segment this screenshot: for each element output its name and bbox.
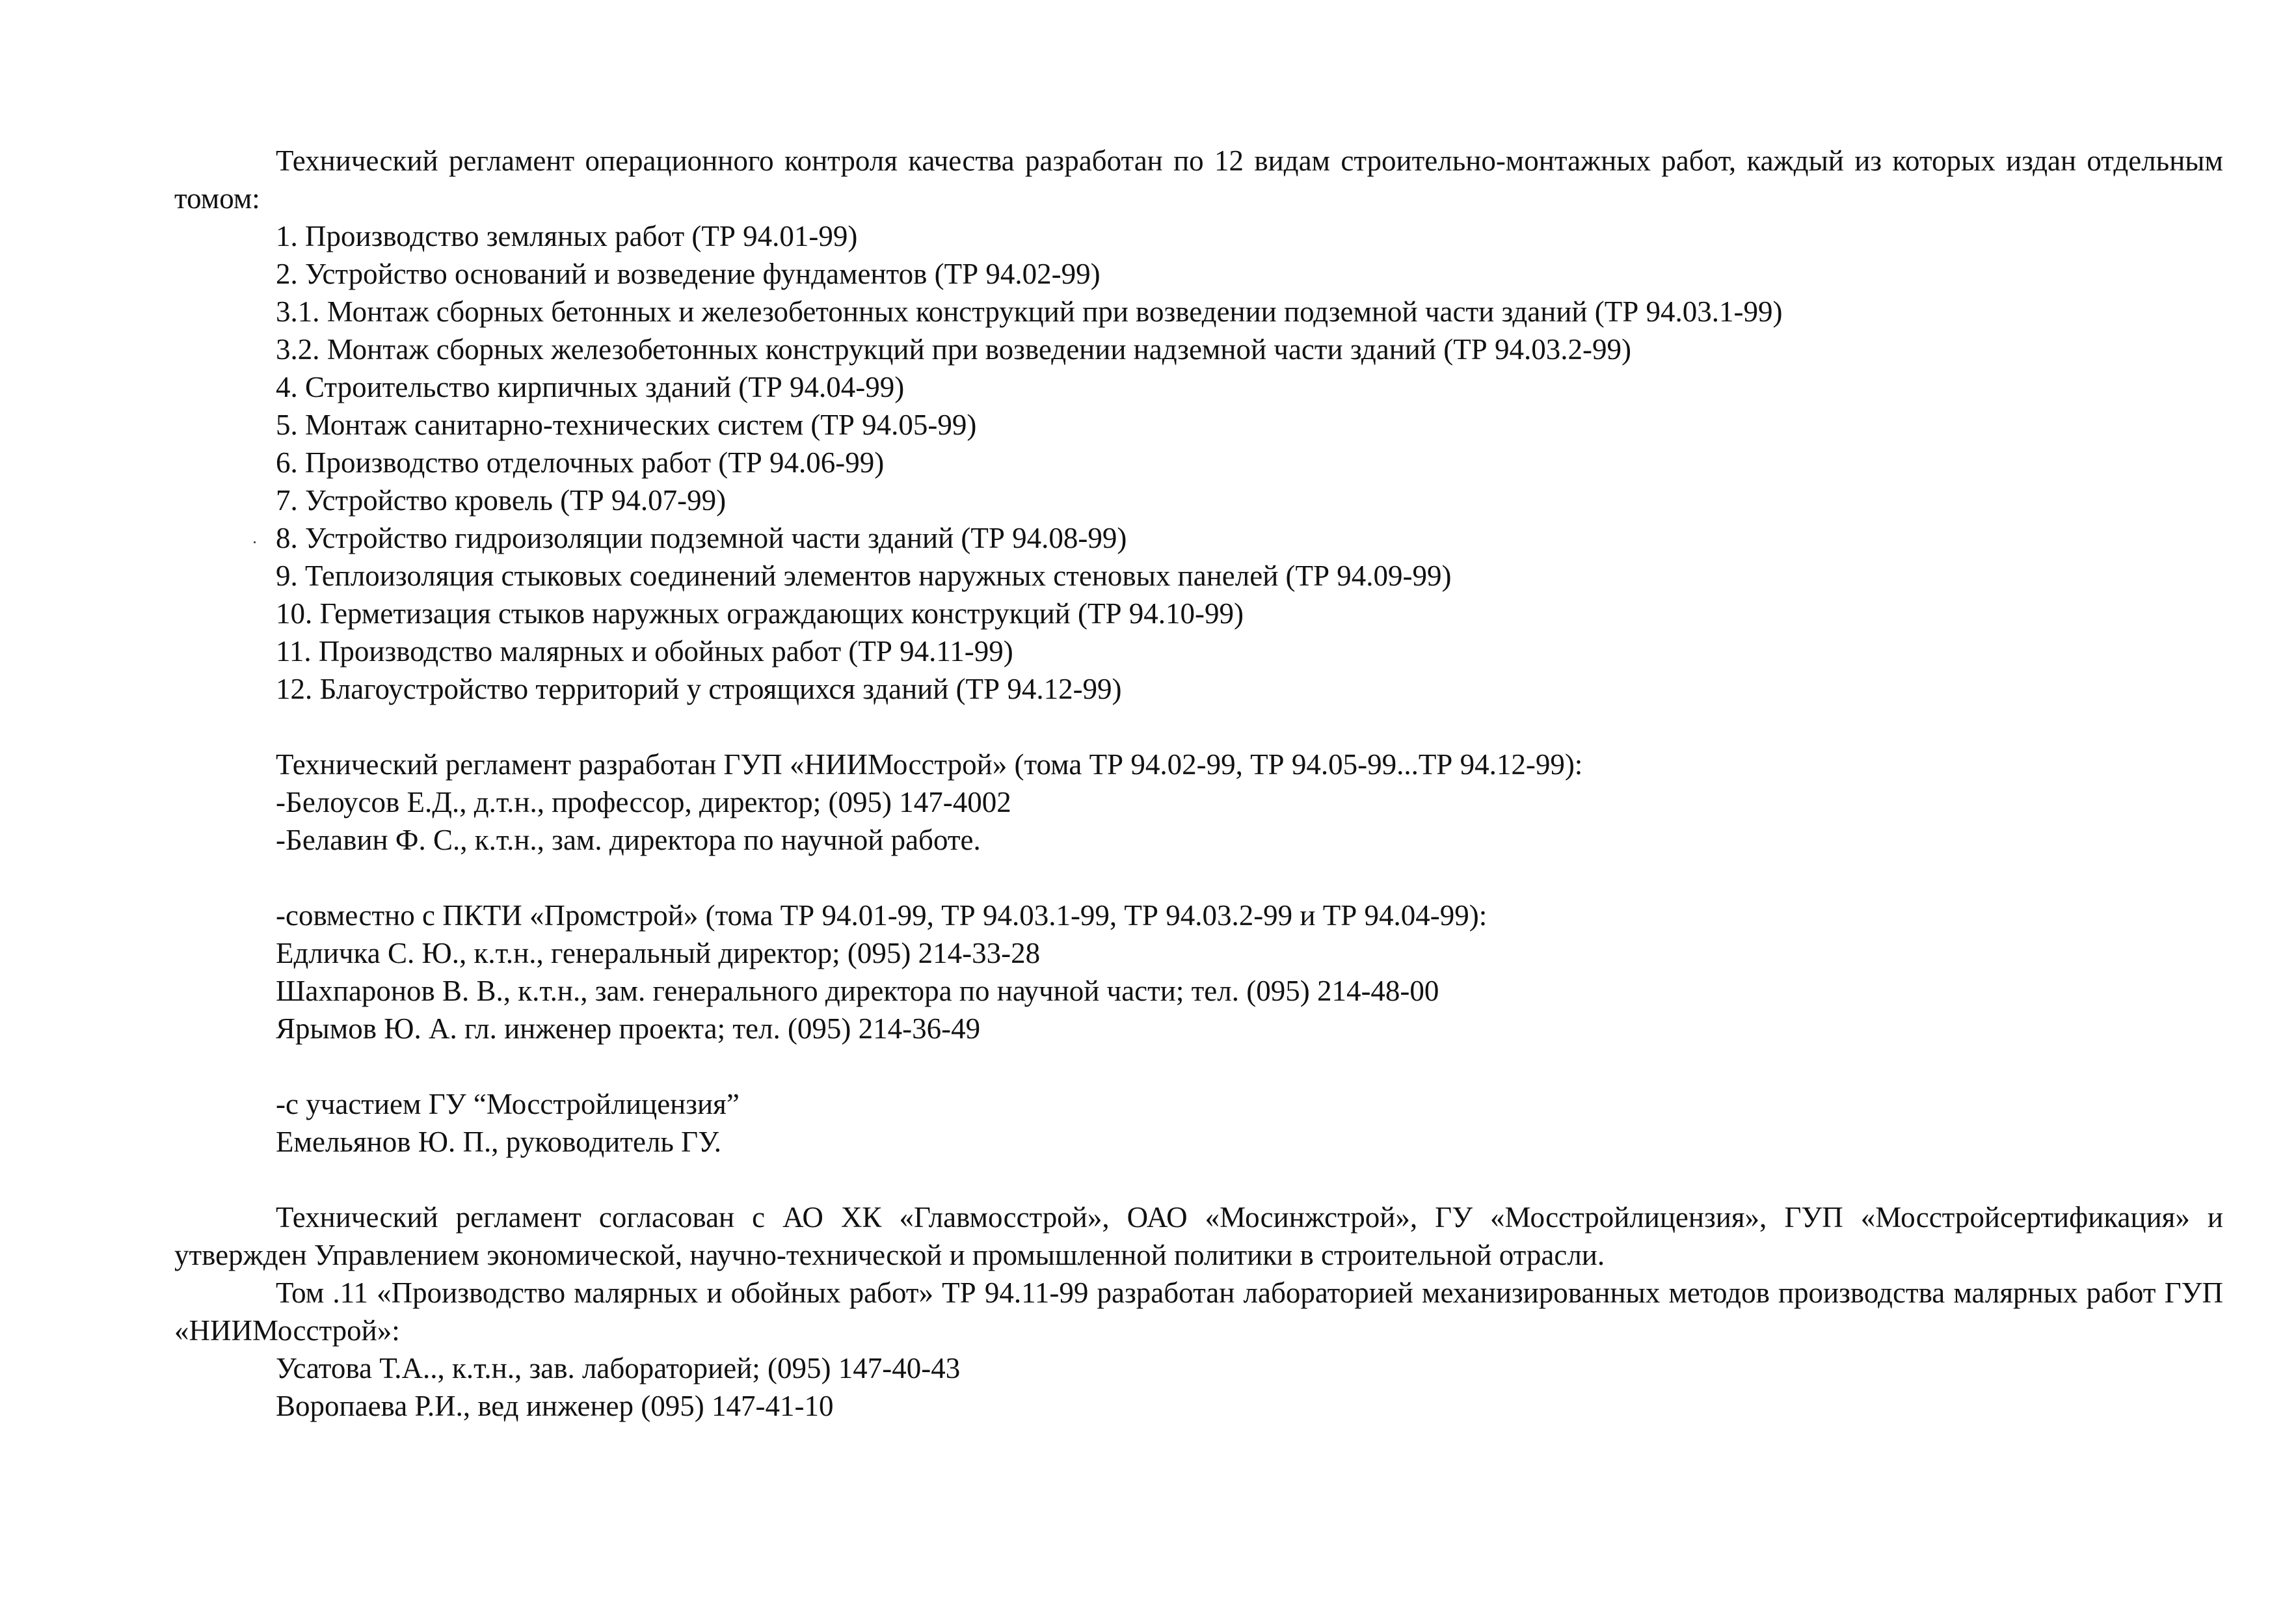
list-item: 7. Устройство кровель (ТР 94.07-99) [276,484,727,517]
list-item: 4. Строительство кирпичных зданий (ТР 94.04-99) [276,371,905,403]
spacer [174,1161,2223,1198]
author-line: Воропаева Р.И., вед инженер (095) 147-41-10 [276,1390,834,1422]
participant-line: Емельянов Ю. П., руководитель ГУ. [276,1126,721,1158]
approval-paragraph: Технический регламент согласован с АО ХК «Главмосстрой», ОАО «Мосинжстрой», ГУ «Мосстройлицензия», ГУП «Мосстройсертификация» и утвержден Управлением экономической, научно-технической и промышленной политики в строительной отрасли. [174,1201,2223,1271]
scan-speck [254,541,256,543]
codeveloper-line: Ярымов Ю. А. гл. инженер проекта; тел. (095) 214-36-49 [276,1012,981,1045]
spacer [174,708,2223,746]
jointly-heading: -совместно с ПКТИ «Промстрой» (тома ТР 94.01-99, ТР 94.03.1-99, ТР 94.03.2-99 и ТР 94.04-99): [276,899,1488,932]
participation-heading: -с участием ГУ “Мосстройлицензия” [276,1088,740,1120]
list-item: 8. Устройство гидроизоляции подземной части зданий (ТР 94.08-99) [276,522,1127,554]
codeveloper-line: Едличка С. Ю., к.т.н., генеральный директор; (095) 214-33-28 [276,937,1041,969]
list-item: 6. Производство отделочных работ (ТР 94.06-99) [276,446,885,479]
list-item: 9. Теплоизоляция стыковых соединений элементов наружных стеновых панелей (ТР 94.09-99) [276,560,1452,592]
list-item: 5. Монтаж санитарно-технических систем (ТР 94.05-99) [276,409,977,441]
developer-line: -Белавин Ф. С., к.т.н., зам. директора по научной работе. [276,824,981,856]
developer-line: -Белоусов Е.Д., д.т.н., профессор, директор; (095) 147-4002 [276,786,1011,818]
codeveloper-line: Шахпаронов В. В., к.т.н., зам. генерального директора по научной части; тел. (095) 214-48-00 [276,975,1439,1007]
list-item: 2. Устройство оснований и возведение фундаментов (ТР 94.02-99) [276,258,1101,290]
spacer [174,859,2223,897]
list-item: 10. Герметизация стыков наружных ограждающих конструкций (ТР 94.10-99) [276,597,1244,630]
author-line: Усатова Т.А.., к.т.н., зав. лабораторией; (095) 147-40-43 [276,1352,961,1384]
list-item: 11. Производство малярных и обойных работ (ТР 94.11-99) [276,635,1013,668]
spacer [174,1047,2223,1085]
document-page [174,142,2223,1425]
developed-by-heading: Технический регламент разработан ГУП «НИИМосстрой» (тома ТР 94.02-99, ТР 94.05-99...ТР 94.12-99): [276,748,1583,781]
list-item: 3.2. Монтаж сборных железобетонных конструкций при возведении надземной части зданий (ТР 94.03.2-99) [276,333,1631,366]
list-item: 3.1. Монтаж сборных бетонных и железобетонных конструкций при возведении подземной части зданий (ТР 94.03.1-99) [276,295,1783,328]
intro-paragraph: Технический регламент операционного контроля качества разработан по 12 видам строительно-монтажных работ, каждый из которых издан отдельным томом: [174,144,2223,215]
list-item: 12. Благоустройство территорий у строящихся зданий (ТР 94.12-99) [276,673,1122,705]
volume-list [174,217,2223,708]
list-item: 1. Производство земляных работ (ТР 94.01-99) [276,220,858,252]
volume-info-paragraph: Том .11 «Производство малярных и обойных работ» ТР 94.11-99 разработан лабораторией механизированных методов производства малярных работ ГУП «НИИМосстрой»: [174,1276,2223,1347]
